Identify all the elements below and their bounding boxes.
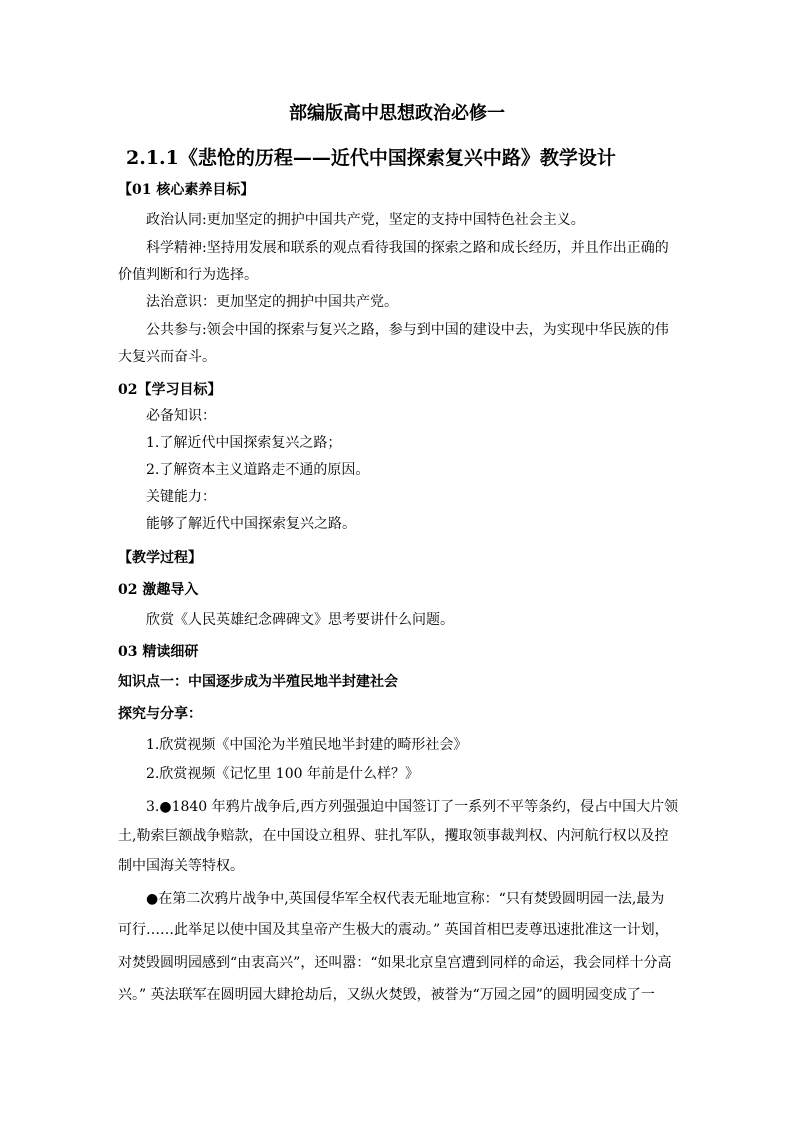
- paragraph-public-participation-cont: 大复兴而奋斗。: [118, 349, 216, 365]
- explore-item-3: 3.●1840 年鸦片战争后,西方列强强迫中国签订了一系列不平等条约，侵占中国大片领: [146, 799, 679, 815]
- explore-and-share-label: 探究与分享：: [118, 706, 202, 722]
- explore-item-4: ●在第二次鸦片战争中,英国侵华军全权代表无耻地宣称：“只有焚毁圆明园一法,最为: [146, 891, 665, 907]
- required-knowledge-label: 必备知识：: [146, 408, 216, 424]
- explore-item-3-cont-1: 土,勒索巨额战争赔款，在中国设立租界、驻扎军队，攫取领事裁判权、内河航行权以及控: [118, 828, 669, 844]
- explore-item-4-cont-1: 可行……此举足以使中国及其皇帝产生极大的震动。” 英国首相巴麦尊迅速批准这一计划，: [118, 922, 669, 938]
- paragraph-political-identity: 政治认同:更加坚定的拥护中国共产党，坚定的支持中国特色社会主义。: [146, 212, 585, 228]
- knowledge-item-1: 1.了解近代中国探索复兴之路；: [146, 435, 342, 451]
- paragraph-scientific-spirit: 科学精神:坚持用发展和联系的观点看待我国的探索之路和成长经历，并且作出正确的: [146, 240, 669, 256]
- paragraph-scientific-spirit-cont: 价值判断和行为选择。: [118, 267, 258, 283]
- introduction-text: 欣赏《人民英雄纪念碑碑文》思考要讲什么问题。: [146, 612, 454, 628]
- explore-item-4-cont-3: 兴。” 英法联军在圆明园大肆抢劫后，又纵火焚毁，被誉为“万园之园”的圆明园变成了一: [118, 987, 655, 1003]
- paragraph-rule-of-law: 法治意识：更加坚定的拥护中国共产党。: [146, 294, 398, 310]
- subheading-close-reading: 03 精读细研: [118, 644, 199, 660]
- key-ability-label: 关键能力：: [146, 489, 216, 505]
- section-heading-learning-goals: 02【学习目标】: [118, 382, 222, 398]
- explore-item-4-cont-2: 对焚毁圆明园感到“由衷高兴”，还叫嚣：“如果北京皇宫遭到同样的命运，我会同样十分高: [118, 955, 672, 971]
- section-heading-core-literacy: 【01 核心素养目标】: [118, 182, 255, 198]
- explore-item-1: 1.欣赏视频《中国沦为半殖民地半封建的畸形社会》: [146, 737, 468, 753]
- document-subtitle: 2.1.1《悲怆的历程——近代中国探索复兴中路》教学设计: [126, 147, 616, 169]
- knowledge-item-2: 2.了解资本主义道路走不通的原因。: [146, 462, 370, 478]
- section-heading-teaching-process: 【教学过程】: [118, 550, 202, 566]
- document-title: 部编版高中思想政治必修一: [289, 103, 505, 124]
- subheading-introduction: 02 激趣导入: [118, 582, 199, 598]
- paragraph-public-participation: 公共参与:领会中国的探索与复兴之路，参与到中国的建设中去，为实现中华民族的伟: [146, 322, 669, 338]
- explore-item-3-cont-2: 制中国海关等特权。: [118, 858, 244, 874]
- knowledge-point-1: 知识点一：中国逐步成为半殖民地半封建社会: [118, 674, 398, 690]
- explore-item-2: 2.欣赏视频《记忆里 100 年前是什么样？》: [146, 766, 419, 782]
- key-ability-text: 能够了解近代中国探索复兴之路。: [146, 516, 356, 532]
